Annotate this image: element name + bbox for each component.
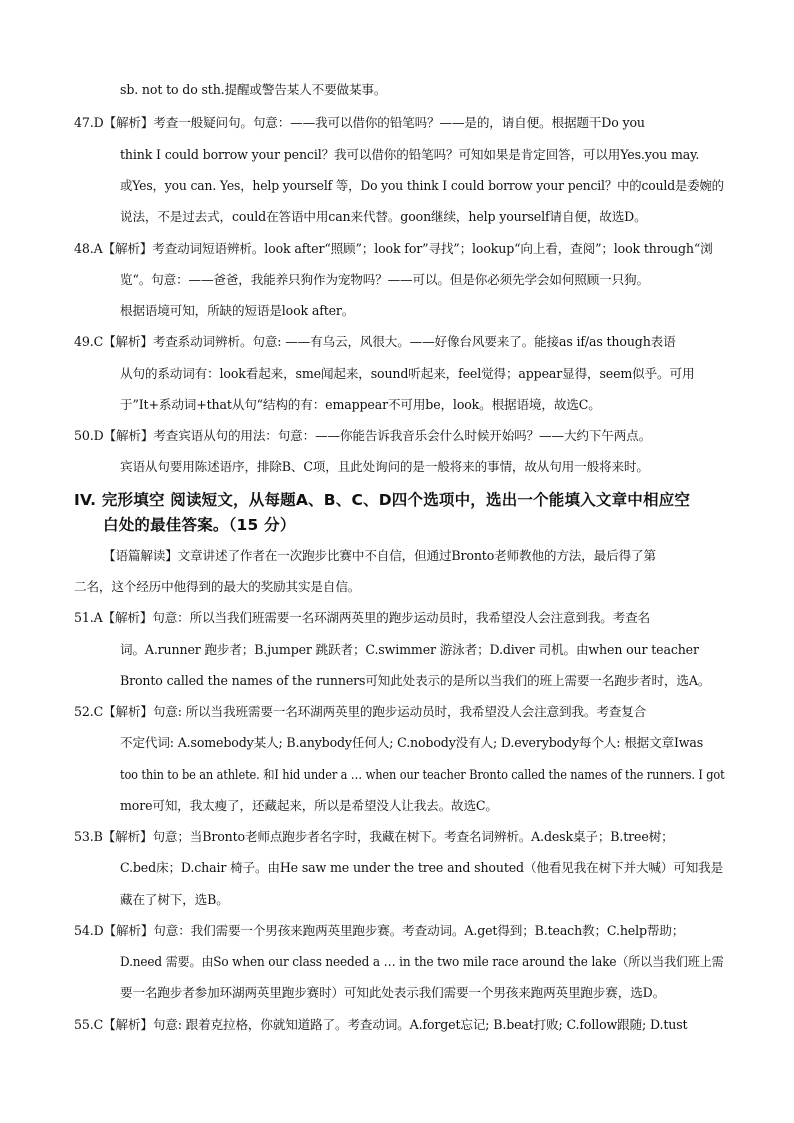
text-line: D.need 需要。由So when our class needed a … in the two mile race around the lake（所以当我们班上需 [120, 954, 724, 969]
section-heading: IV. 完形填空 阅读短文，从每题A、B、C、D四个选项中，选出一个能填入文章中相应空 [74, 491, 691, 509]
text-line: 47.D【解析】考查一般疑问句。句意：——我可以借你的铅笔吗？——是的，请自便。根据题干Do you [74, 115, 645, 130]
text-line: 53.B【解析】句意；当Bronto老师点跑步者名字时，我藏在树下。考查名词辨析。A.desk桌子；B.tree树； [74, 829, 674, 844]
text-line: 于”It+系动词+that从句“结构的有：emappear不可用be，look。根据语境，故选C。 [120, 397, 601, 412]
text-line: 55.C【解析】句意: 跟着克拉格，你就知道路了。考查动词。A.forget忘记; B.beat打败; C.follow跟随; D.tust [74, 1017, 688, 1032]
text-line: sb. not to do sth.提醒或警告某人不要做某事。 [120, 82, 387, 97]
text-line: more可知，我太瘦了，还藏起来，所以是希望没人让我去。故选C。 [120, 798, 498, 813]
text-line: 49.C【解析】考查系动词辨析。句意: ——有乌云，风很大。——好像台风要来了。能接as if/as though表语 [74, 334, 676, 349]
text-line: 说法，不是过去式，could在答语中用can来代替。goon继续，help yourself请自便，故选D。 [120, 209, 647, 224]
text-line: 二名，这个经历中他得到的最大的奖励其实是自信。 [74, 579, 361, 594]
text-line: 要一名跑步者参加环湖两英里跑步赛时）可知此处表示我们需要一个男孩来跑两英里跑步赛，选D。 [120, 985, 666, 1000]
section-heading-continued: 白处的最佳答案。（15 分） [103, 516, 296, 534]
text-line: 宾语从句要用陈述语序，排除B、C项，且此处询问的是一般将来的事情，故从句用一般将来时。 [120, 459, 649, 474]
text-line: 48.A【解析】考查动词短语辨析。look after“照顾”；look for”寻找”；lookup“向上看，查阅”；look through“浏 [74, 241, 713, 256]
text-line: 根据语境可知，所缺的短语是look after。 [120, 303, 355, 318]
text-line: 51.A【解析】句意：所以当我们班需要一名环湖两英里的跑步运动员时，我希望没人会注意到我。考查名 [74, 610, 651, 625]
text-line: think I could borrow your pencil？我可以借你的铅笔吗？可知如果是肯定回答，可以用Yes.you may. [120, 147, 700, 162]
text-line: 52.C【解析】句意: 所以当我班需要一名环湖两英里的跑步运动员时，我希望没人会注意到我。考查复合 [74, 704, 647, 719]
text-line: 藏在了树下，选B。 [120, 892, 229, 907]
text-line: 从句的系动词有：look看起来，sme闻起来，sound听起来，feel觉得；appear显得，seem似乎。可用 [120, 366, 695, 381]
text-line: 览“。句意：——爸爸，我能养只狗作为宠物吗？——可以。但是你必须先学会如何照顾一只狗。 [120, 272, 649, 287]
text-line: C.bed床；D.chair 椅子。由He saw me under the tree and shouted（他看见我在树下并大喊）可知我是 [120, 860, 724, 875]
text-line: 【语篇解读】文章讲述了作者在一次跑步比赛中不自信，但通过Bronto老师教他的方法，最后得了第 [103, 548, 656, 563]
text-line: 词。A.runner 跑步者；B.jumper 跳跃者；C.swimmer 游泳者；D.diver 司机。由when our teacher [120, 642, 699, 657]
text-line: 或Yes，you can. Yes，help yourself 等，Do you think I could borrow your pencil？中的could是委婉的 [120, 178, 724, 193]
text-line: 54.D【解析】句意：我们需要一个男孩来跑两英里跑步赛。考查动词。A.get得到；B.teach教；C.help帮助； [74, 923, 685, 938]
text-line: too thin to be an athlete. 和I hid under a … when our teacher Bronto called the names of the runners. I got [120, 767, 725, 782]
text-line: 不定代词: A.somebody某人; B.anybody任何人; C.nobody没有人; D.everybody每个人: 根据文章Iwas [120, 735, 704, 750]
text-line: Bronto called the names of the runners可知此处表示的是所以当我们的班上需要一名跑步者时，选A。 [120, 673, 711, 688]
text-line: 50.D【解析】考查宾语从句的用法：句意：——你能告诉我音乐会什么时候开始吗？——大约下午两点。 [74, 428, 652, 443]
